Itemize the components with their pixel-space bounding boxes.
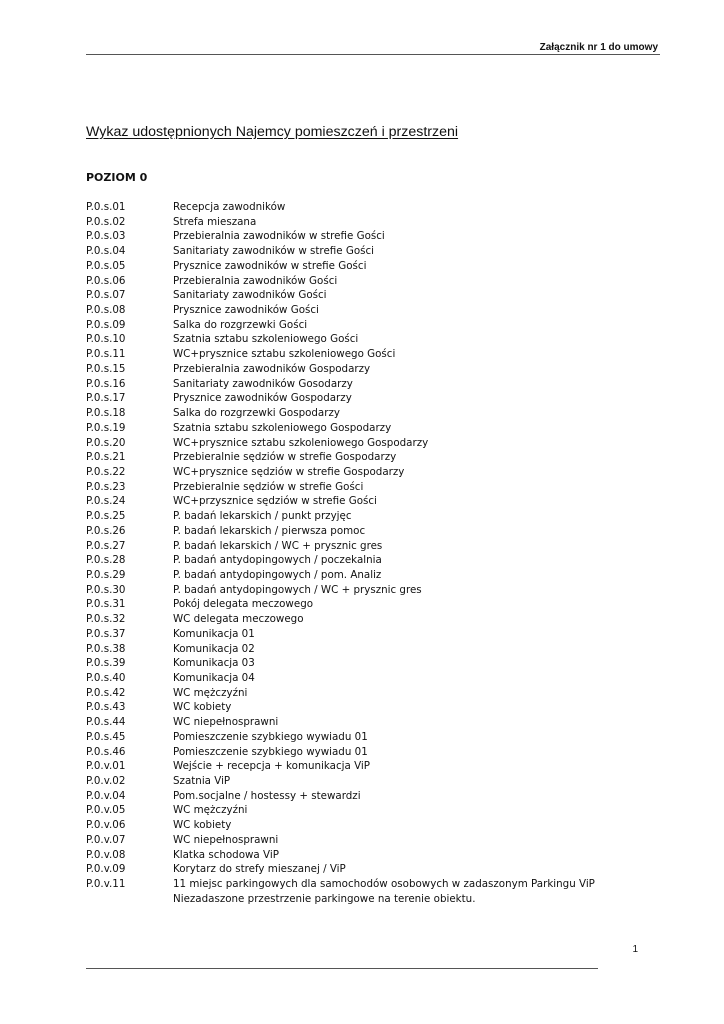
room-code: P.0.s.20 <box>86 436 126 449</box>
room-code: P.0.s.30 <box>86 583 126 596</box>
room-code: P.0.s.32 <box>86 613 126 626</box>
list-item <box>86 229 595 244</box>
list-item <box>86 642 595 657</box>
list-item <box>86 347 595 362</box>
list-item <box>86 774 595 789</box>
list-item <box>86 406 595 421</box>
room-name: Niezadaszone przestrzenie parkingowe na terenie obiektu. <box>173 892 476 905</box>
room-name: WC niepełnosprawni <box>173 833 279 846</box>
room-name: 11 miejsc parkingowych dla samochodów osobowych w zadaszonym Parkingu ViP <box>173 878 595 891</box>
list-item <box>86 362 595 377</box>
room-code: P.0.s.11 <box>86 348 126 361</box>
list-item <box>86 877 595 892</box>
room-code: P.0.s.19 <box>86 421 126 434</box>
list-item <box>86 730 595 745</box>
room-name: Pomieszczenie szybkiego wywiadu 01 <box>173 730 368 743</box>
room-name: Komunikacja 04 <box>173 672 255 684</box>
list-item <box>86 612 595 627</box>
list-item <box>86 377 595 392</box>
room-code: P.0.s.39 <box>86 657 126 670</box>
list-item <box>86 627 595 642</box>
room-code: P.0.s.25 <box>86 510 126 523</box>
room-name: Salka do rozgrzewki Gospodarzy <box>173 407 340 420</box>
list-item <box>86 553 595 568</box>
list-item <box>86 288 595 303</box>
room-name: Przebieralnie sędziów w strefie Gości <box>173 480 364 493</box>
room-code: P.0.s.08 <box>86 304 126 317</box>
list-item <box>86 583 595 598</box>
room-code: P.0.s.26 <box>86 524 126 537</box>
room-code: P.0.s.21 <box>86 451 126 464</box>
room-code: P.0.s.24 <box>86 495 126 508</box>
document-title: Wykaz udostępnionych Najemcy pomieszczeń i przestrzeni <box>86 124 459 140</box>
room-name: P. badań lekarskich / WC + prysznic gres <box>173 539 383 552</box>
room-code: P.0.v.07 <box>86 833 126 846</box>
room-code: P.0.s.37 <box>86 627 126 640</box>
room-code: P.0.v.01 <box>86 760 126 773</box>
room-name: WC+prysznice sztabu szkoleniowego Gospodarzy <box>173 436 429 449</box>
room-list <box>86 200 595 907</box>
room-name: WC+prysznice sędziów w strefie Gospodarzy <box>173 465 405 478</box>
room-name: WC kobiety <box>173 701 232 714</box>
list-item <box>86 465 595 480</box>
room-name: Strefa mieszana <box>173 215 257 228</box>
room-name: Komunikacja 02 <box>173 642 255 655</box>
list-item <box>86 215 595 230</box>
list-item <box>86 436 595 451</box>
list-item <box>86 332 595 347</box>
room-name: Prysznice zawodników Gości <box>173 304 319 317</box>
list-item <box>86 421 595 436</box>
room-code: P.0.s.05 <box>86 259 126 272</box>
room-name: Przebieralnia zawodników Gospodarzy <box>173 362 371 375</box>
room-code: P.0.s.06 <box>86 274 126 287</box>
list-item <box>86 818 595 833</box>
room-name: Przebieralnie sędziów w strefie Gospodarzy <box>173 451 397 464</box>
list-item <box>86 892 595 907</box>
list-item <box>86 391 595 406</box>
room-code: P.0.s.42 <box>86 686 126 699</box>
room-code: P.0.s.27 <box>86 539 126 552</box>
section-heading: POZIOM 0 <box>86 171 148 184</box>
list-item <box>86 244 595 259</box>
room-code: P.0.v.02 <box>86 775 126 788</box>
footer-divider <box>86 968 598 969</box>
room-code: P.0.s.31 <box>86 598 126 611</box>
room-name: Pomieszczenie szybkiego wywiadu 01 <box>173 745 368 758</box>
room-code: P.0.s.03 <box>86 230 126 243</box>
list-item <box>86 759 595 774</box>
room-code: P.0.s.43 <box>86 701 126 714</box>
list-item <box>86 715 595 730</box>
room-name: WC mężczyźni <box>173 686 248 699</box>
room-code: P.0.v.11 <box>86 878 126 891</box>
room-name: Przebieralnia zawodników w strefie Gości <box>173 230 385 243</box>
list-item <box>86 450 595 465</box>
list-item <box>86 568 595 583</box>
room-code: P.0.s.38 <box>86 642 126 655</box>
room-code: P.0.v.04 <box>86 789 126 802</box>
room-code: P.0.s.17 <box>86 392 126 405</box>
room-code: P.0.s.02 <box>86 215 126 228</box>
room-name: P. badań lekarskich / punkt przyjęc <box>173 510 352 523</box>
list-item <box>86 494 595 509</box>
list-item <box>86 671 595 686</box>
room-code: P.0.s.28 <box>86 554 126 567</box>
list-item <box>86 539 595 554</box>
room-code: P.0.s.16 <box>86 377 126 390</box>
room-code: P.0.s.10 <box>86 333 126 346</box>
list-item <box>86 789 595 804</box>
room-name: WC delegata meczowego <box>173 613 304 626</box>
room-name: Komunikacja 01 <box>173 627 255 640</box>
room-name: Szatnia sztabu szkoleniowego Gospodarzy <box>173 421 392 434</box>
room-code: P.0.s.46 <box>86 745 126 758</box>
room-name: WC kobiety <box>173 819 232 832</box>
room-name: Szatnia ViP <box>173 775 231 788</box>
room-name: Sanitariaty zawodników w strefie Gości <box>173 245 375 258</box>
list-item <box>86 656 595 671</box>
list-item <box>86 480 595 495</box>
room-name: P. badań antydopingowych / pom. Analiz <box>173 568 382 581</box>
list-item <box>86 524 595 539</box>
room-code: P.0.v.05 <box>86 804 126 817</box>
room-name: Sanitariaty zawodników Gości <box>173 289 327 302</box>
room-name: Prysznice zawodników w strefie Gości <box>173 259 367 272</box>
room-name: P. badań antydopingowych / poczekalnia <box>173 554 382 567</box>
room-code: P.0.s.23 <box>86 480 126 493</box>
list-item <box>86 862 595 877</box>
room-code: P.0.s.15 <box>86 362 126 375</box>
list-item <box>86 833 595 848</box>
room-code: P.0.s.44 <box>86 716 126 729</box>
room-name: P. badań antydopingowych / WC + prysznic gres <box>173 583 422 596</box>
room-name: Przebieralnia zawodników Gości <box>173 274 338 287</box>
room-name: WC mężczyźni <box>173 804 248 817</box>
list-item <box>86 303 595 318</box>
room-name: Pokój delegata meczowego <box>173 598 314 611</box>
room-name: Wejście + recepcja + komunikacja ViP <box>173 760 370 773</box>
room-name: Prysznice zawodników Gospodarzy <box>173 392 352 405</box>
list-item <box>86 700 595 715</box>
room-code: P.0.s.40 <box>86 672 126 684</box>
room-name: Korytarz do strefy mieszanej / ViP <box>173 863 346 876</box>
list-item <box>86 803 595 818</box>
room-code: P.0.s.09 <box>86 318 126 331</box>
list-item <box>86 318 595 333</box>
room-code: P.0.s.07 <box>86 289 126 302</box>
room-code: P.0.s.29 <box>86 568 126 581</box>
room-name: P. badań lekarskich / pierwsza pomoc <box>173 524 366 537</box>
room-name: Salka do rozgrzewki Gości <box>173 318 308 331</box>
list-item <box>86 259 595 274</box>
room-name: WC+przysznice sędziów w strefie Gości <box>173 495 377 508</box>
room-code: P.0.v.09 <box>86 863 126 876</box>
list-item <box>86 509 595 524</box>
room-code: P.0.s.45 <box>86 730 126 743</box>
room-name: Komunikacja 03 <box>173 657 255 670</box>
room-name: WC+prysznice sztabu szkoleniowego Gości <box>173 348 396 361</box>
room-name: WC niepełnosprawni <box>173 716 279 729</box>
attachment-note: Załącznik nr 1 do umowy <box>539 42 658 53</box>
list-item <box>86 686 595 701</box>
room-code: P.0.v.08 <box>86 848 126 861</box>
list-item <box>86 274 595 289</box>
room-code: P.0.s.01 <box>86 201 126 213</box>
page-number: 1 <box>632 944 638 955</box>
room-code: P.0.s.22 <box>86 465 126 478</box>
list-item <box>86 848 595 863</box>
header-divider <box>86 54 660 55</box>
room-code: P.0.v.06 <box>86 819 126 832</box>
room-name: Klatka schodowa ViP <box>173 848 279 861</box>
room-name: Pom.socjalne / hostessy + stewardzi <box>173 789 361 802</box>
room-code: P.0.s.18 <box>86 407 126 420</box>
room-code: P.0.s.04 <box>86 245 126 258</box>
room-code <box>86 892 173 907</box>
room-name: Recepcja zawodników <box>173 201 286 213</box>
room-name: Szatnia sztabu szkoleniowego Gości <box>173 333 359 346</box>
room-name: Sanitariaty zawodników Gosodarzy <box>173 377 353 390</box>
list-item <box>86 200 595 215</box>
list-item <box>86 745 595 760</box>
list-item <box>86 597 595 612</box>
